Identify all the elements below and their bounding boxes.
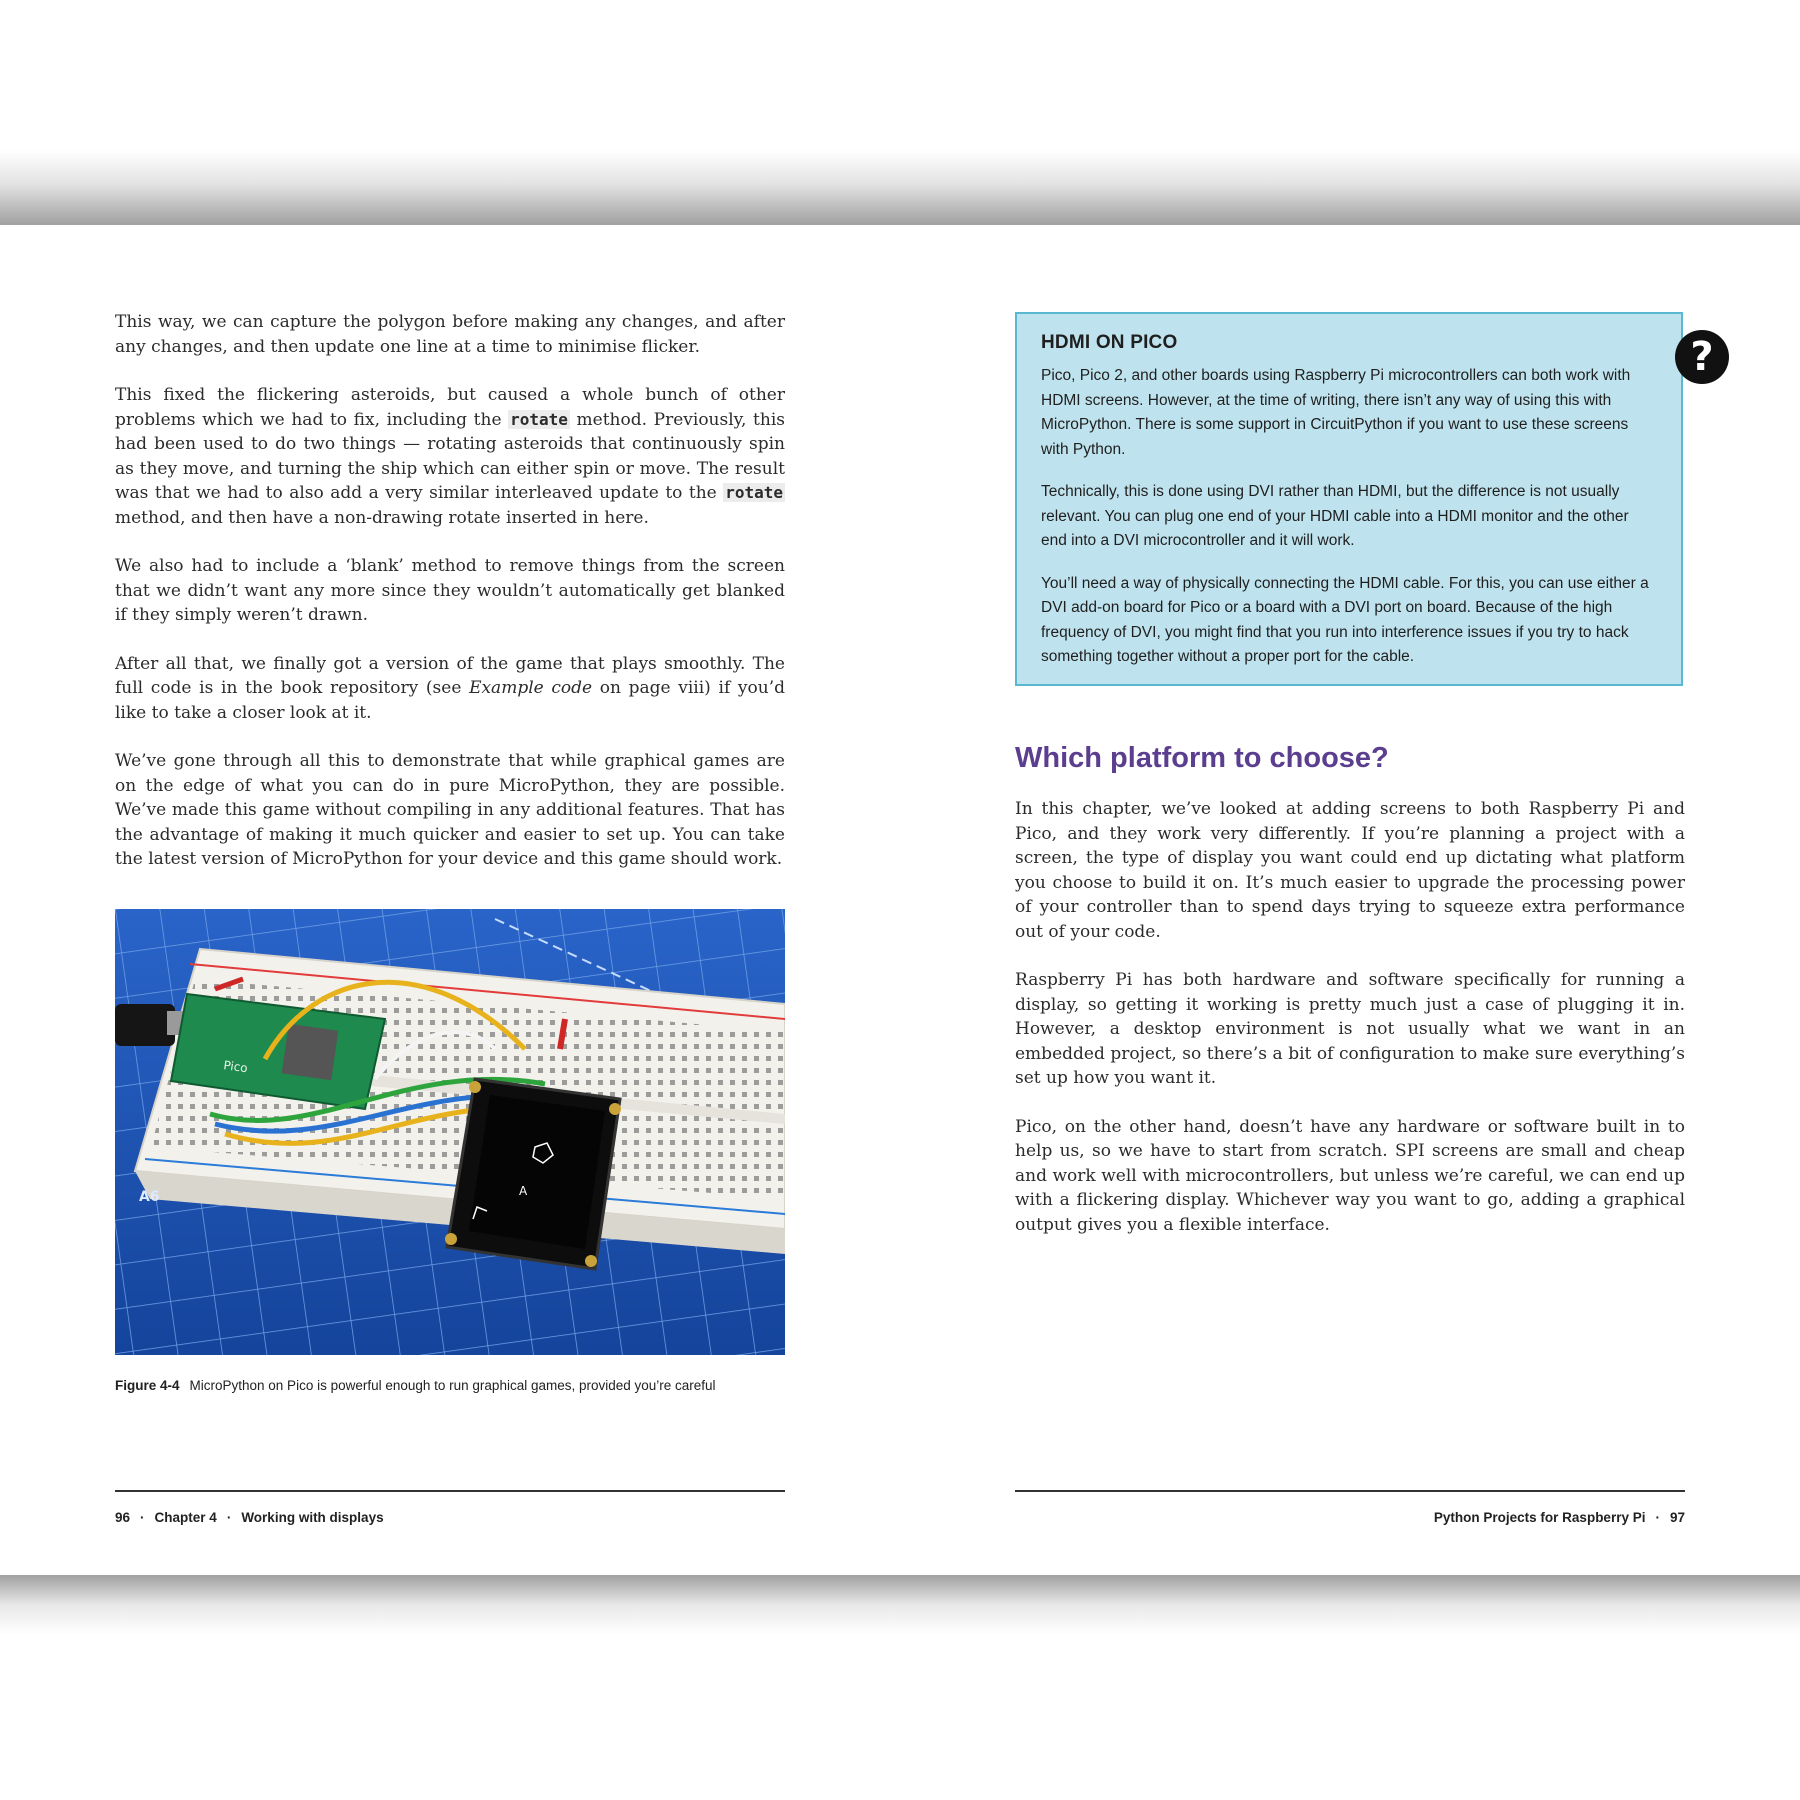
footer-separator: · bbox=[140, 1510, 145, 1525]
footer-rule-left bbox=[115, 1490, 785, 1492]
paragraph bbox=[115, 652, 785, 726]
chapter-label: Chapter 4 bbox=[154, 1510, 217, 1525]
sidebar-paragraph: Technically, this is done using DVI rather than HDMI, but the difference is not usually relevant. You can plug one end of your HDMI cable into a HDMI monitor and the other end into a DVI microcontroller and it will work. bbox=[1041, 483, 1629, 549]
footer-separator: · bbox=[1655, 1510, 1660, 1525]
paragraph bbox=[115, 383, 785, 530]
book-title: Python Projects for Raspberry Pi bbox=[1433, 1510, 1646, 1525]
footer-separator: · bbox=[226, 1510, 232, 1525]
sidebar-paragraph: Pico, Pico 2, and other boards using Raspberry Pi microcontrollers can both work with HDMI screens. However, at the time of writing, there isn’t any way of using this with MicroPython. There is some support in CircuitPython if you want to use these screens with Python. bbox=[1041, 367, 1631, 458]
mat-label: A6 bbox=[139, 1189, 160, 1205]
paragraph: We also had to include a ‘blank’ method to remove things from the screen that we didn’t want any more since they wouldn’t automatically get blanked if they simply weren’t drawn. bbox=[115, 556, 785, 625]
sidebar-title: HDMI ON PICO bbox=[1041, 332, 1178, 353]
usb-cable bbox=[115, 1004, 175, 1046]
code-rotate: rotate bbox=[725, 483, 783, 502]
emphasis-example-code: Example code bbox=[469, 678, 593, 698]
left-body-text bbox=[115, 310, 785, 896]
paragraph: We’ve gone through all this to demonstrate that while graphical games are on the edge of what you can do in pure MicroPython, they are possible. We’ve made this game without compiling in any additional features. That has the advantage of making it much quicker and easier to set up. You can take the latest version of MicroPython for your device and this game should work. bbox=[115, 751, 785, 869]
figure-caption bbox=[115, 1378, 815, 1393]
paragraph-text: method, and then have a non-drawing rotate inserted in here. bbox=[115, 507, 649, 528]
page-top-shadow bbox=[0, 150, 1800, 225]
paragraph: This way, we can capture the polygon before making any changes, and after any changes, and then update one line at a time to minimise flicker. bbox=[115, 312, 785, 357]
figure-caption-text: MicroPython on Pico is powerful enough to run graphical games, provided you’re careful bbox=[189, 1378, 716, 1393]
paragraph: Raspberry Pi has both hardware and software specifically for running a display, so getting it working is pretty much just a case of plugging it in. However, a desktop environment is not usually what we want in an embedded project, so there’s a bit of configuration to make sure everything’s set up how you want it. bbox=[1015, 970, 1685, 1088]
paragraph-text: After all that, we finally got a version of the game that plays smoothly. The full code is in the book repository (see bbox=[115, 653, 785, 698]
paragraph-text: This fixed the flickering asteroids, but caused a whole bunch of other problems which we had to fix, including the bbox=[115, 385, 785, 430]
screen-letter: A bbox=[519, 1184, 528, 1198]
figure-label: Figure 4-4 bbox=[115, 1378, 180, 1393]
footer-left bbox=[115, 1510, 384, 1525]
help-question-icon[interactable]: ? bbox=[1675, 330, 1729, 384]
section-heading: Which platform to choose? bbox=[1015, 742, 1389, 774]
display-module bbox=[445, 1079, 621, 1269]
right-page bbox=[900, 225, 1800, 1575]
paragraph-text: on page viii) if you’d like to take a closer look at it. bbox=[115, 678, 785, 723]
page-number: 97 bbox=[1669, 1510, 1685, 1525]
paragraph: In this chapter, we’ve looked at adding screens to both Raspberry Pi and Pico, and they work very differently. If you’re planning a project with a screen, the type of display you want could end up dictating what platform you choose to build it on. It’s much easier to upgrade the processing power of your controller than to spend days trying to squeeze extra performance out of your code. bbox=[1015, 799, 1685, 942]
book-spread bbox=[0, 225, 1800, 1575]
footer-right bbox=[1434, 1510, 1685, 1525]
paragraph: Pico, on the other hand, doesn’t have any hardware or software built in to help us, so we have to start from scratch. SPI screens are small and cheap and work well with microcontrollers, but unless we’re careful, we can end up with a flickering display. Whichever way you want to go, adding a graphical output gives you a flexible interface. bbox=[1015, 1116, 1685, 1235]
paragraph-text: method. Previously, this had been used to do two things — rotating asteroids that continuously spin as they move, and turning the ship which can either spin or move. The result was that we had to also add a very similar interleaved update to the bbox=[115, 409, 785, 503]
sidebar-box-hdmi bbox=[1015, 312, 1683, 686]
footer-rule-right bbox=[1015, 1490, 1685, 1492]
right-body-text bbox=[1015, 797, 1685, 1261]
sidebar-paragraph: You’ll need a way of physically connecting the HDMI cable. For this, you can use either a DVI add-on board for Pico or a board with a DVI port on board. Because of the high frequency of DVI, you might find that you run into interference issues if you try to hack something together without a proper port for the cable. bbox=[1041, 574, 1649, 665]
page-number: 96 bbox=[115, 1510, 131, 1525]
left-page bbox=[0, 225, 900, 1575]
breadboard-photo bbox=[115, 909, 785, 1355]
pico-board-label: Pico bbox=[222, 1058, 249, 1076]
code-rotate: rotate bbox=[510, 409, 568, 429]
figure-photo bbox=[115, 909, 785, 1355]
chapter-title: Working with displays bbox=[241, 1510, 384, 1525]
page-bottom-shadow bbox=[0, 1575, 1800, 1635]
